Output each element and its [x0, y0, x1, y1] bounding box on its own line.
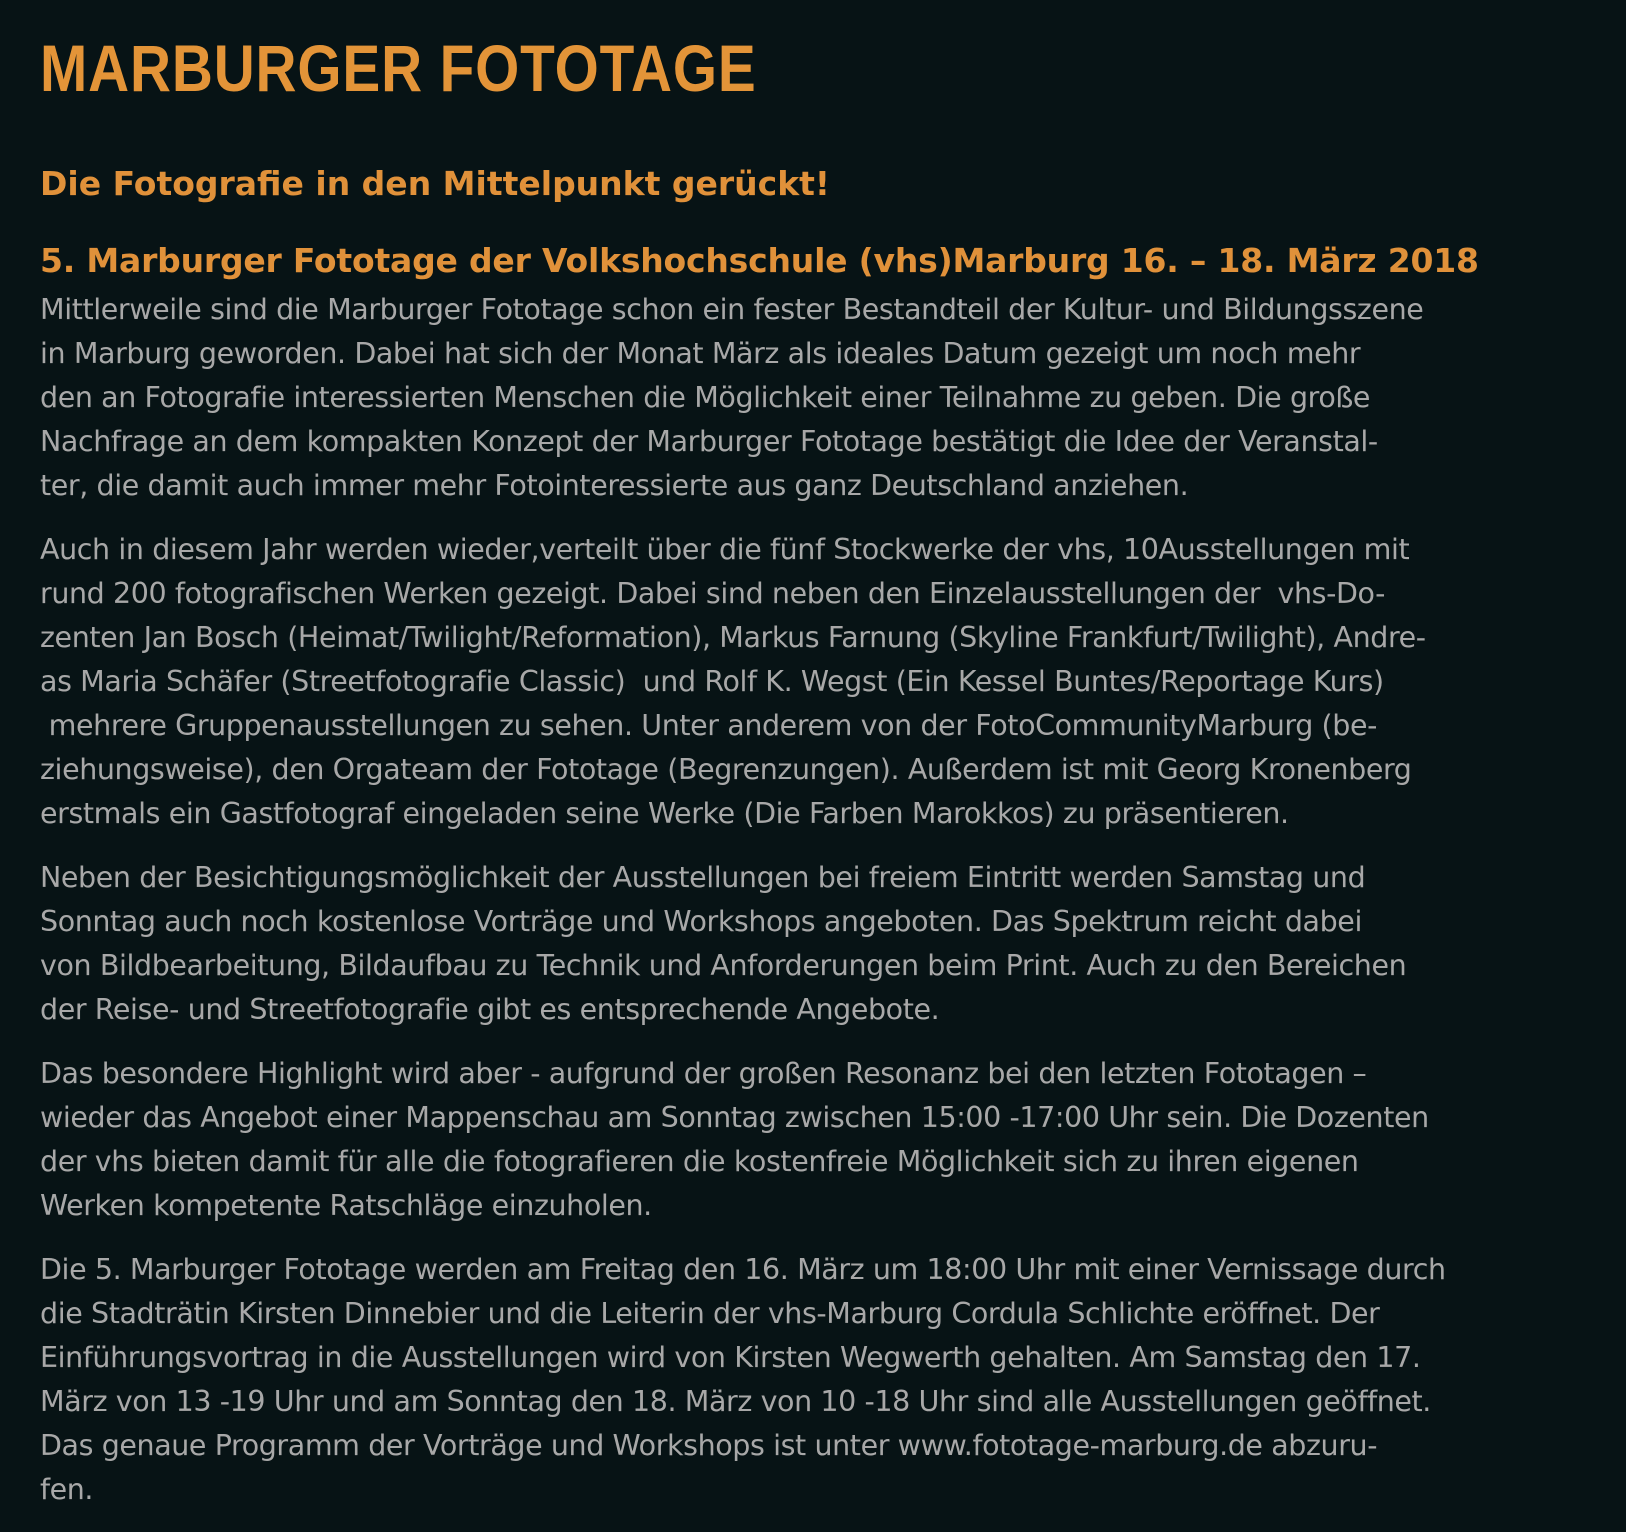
text-line: ziehungsweise), den Orgateam der Fototage (Begrenzungen). Außerdem ist mit Georg Kronenberg [40, 753, 1412, 786]
text-line: Das genaue Programm der Vorträge und Workshops ist unter www.fototage-marburg.de abzuru- [40, 1429, 1378, 1462]
paragraph-intro [40, 288, 1600, 508]
article-body [40, 288, 1600, 1512]
text-line: Auch in diesem Jahr werden wieder,verteilt über die fünf Stockwerke der vhs, 10Ausstellungen mit [40, 533, 1410, 566]
text-line: Die 5. Marburger Fototage werden am Freitag den 16. März um 18:00 Uhr mit einer Vernissage durch [40, 1253, 1446, 1286]
text-line: fen. [40, 1473, 94, 1506]
text-line: Das besondere Highlight wird aber - aufgrund der großen Resonanz bei den letzten Fototagen – [40, 1057, 1367, 1090]
text-line: Mittlerweile sind die Marburger Fototage schon ein fester Bestandteil der Kultur- und Bildungsszene [40, 293, 1424, 326]
text-line: wieder das Angebot einer Mappenschau am Sonntag zwischen 15:00 -17:00 Uhr sein. Die Dozenten [40, 1101, 1429, 1134]
text-line: der vhs bieten damit für alle die fotografieren die kostenfreie Möglichkeit sich zu ihren eigenen [40, 1145, 1359, 1178]
text-line: von Bildbearbeitung, Bildaufbau zu Technik und Anforderungen beim Print. Auch zu den Bereichen [40, 949, 1407, 982]
text-line: Werken kompetente Ratschläge einzuholen. [40, 1189, 652, 1222]
text-line: rund 200 fotografischen Werken gezeigt. Dabei sind neben den Einzelausstellungen der vhs-Do- [40, 577, 1385, 610]
paragraph-highlight [40, 1052, 1600, 1228]
text-line: Nachfrage an dem kompakten Konzept der Marburger Fototage bestätigt die Idee der Veranstal- [40, 425, 1378, 458]
text-line: ter, die damit auch immer mehr Fotointeressierte aus ganz Deutschland anziehen. [40, 469, 1189, 502]
article [40, 28, 1600, 1532]
paragraph-exhibitions [40, 528, 1600, 836]
paragraph-workshops [40, 856, 1600, 1032]
text-line: der Reise- und Streetfotografie gibt es entsprechende Angebote. [40, 993, 940, 1026]
text-line: in Marburg geworden. Dabei hat sich der Monat März als ideales Datum gezeigt um noch mehr [40, 337, 1361, 370]
text-line: die Stadträtin Kirsten Dinnebier und die Leiterin der vhs-Marburg Cordula Schlichte eröffnet. Der [40, 1297, 1380, 1330]
article-headline: 5. Marburger Fototage der Volkshochschule (vhs)Marburg 16. – 18. März 2018 [40, 241, 1479, 280]
text-line: Einführungsvortrag in die Ausstellungen wird von Kirsten Wegwerth gehalten. Am Samstag den 17. [40, 1341, 1421, 1374]
site-title: MARBURGER FOTOTAGE [40, 31, 757, 105]
text-line: erstmals ein Gastfotograf eingeladen seine Werke (Die Farben Marokkos) zu präsentieren. [40, 797, 1289, 830]
text-line: as Maria Schäfer (Streetfotografie Classic) und Rolf K. Wegst (Ein Kessel Buntes/Reportage Kurs) [40, 665, 1384, 698]
text-line: zenten Jan Bosch (Heimat/Twilight/Reformation), Markus Farnung (Skyline Frankfurt/Twilight), Andre- [40, 621, 1426, 654]
paragraph-opening [40, 1248, 1600, 1512]
text-line: Neben der Besichtigungsmöglichkeit der Ausstellungen bei freiem Eintritt werden Samstag und [40, 861, 1366, 894]
text-line: Sonntag auch noch kostenlose Vorträge und Workshops angeboten. Das Spektrum reicht dabei [40, 905, 1362, 938]
text-line: mehrere Gruppenausstellungen zu sehen. Unter anderem von der FotoCommunityMarburg (be- [40, 709, 1377, 742]
article-subtitle: Die Fotografie in den Mittelpunkt gerückt! [40, 164, 830, 203]
text-line: den an Fotografie interessierten Menschen die Möglichkeit einer Teilnahme zu geben. Die große [40, 381, 1371, 414]
text-line: März von 13 -19 Uhr und am Sonntag den 18. März von 10 -18 Uhr sind alle Ausstellungen geöffnet. [40, 1385, 1431, 1418]
